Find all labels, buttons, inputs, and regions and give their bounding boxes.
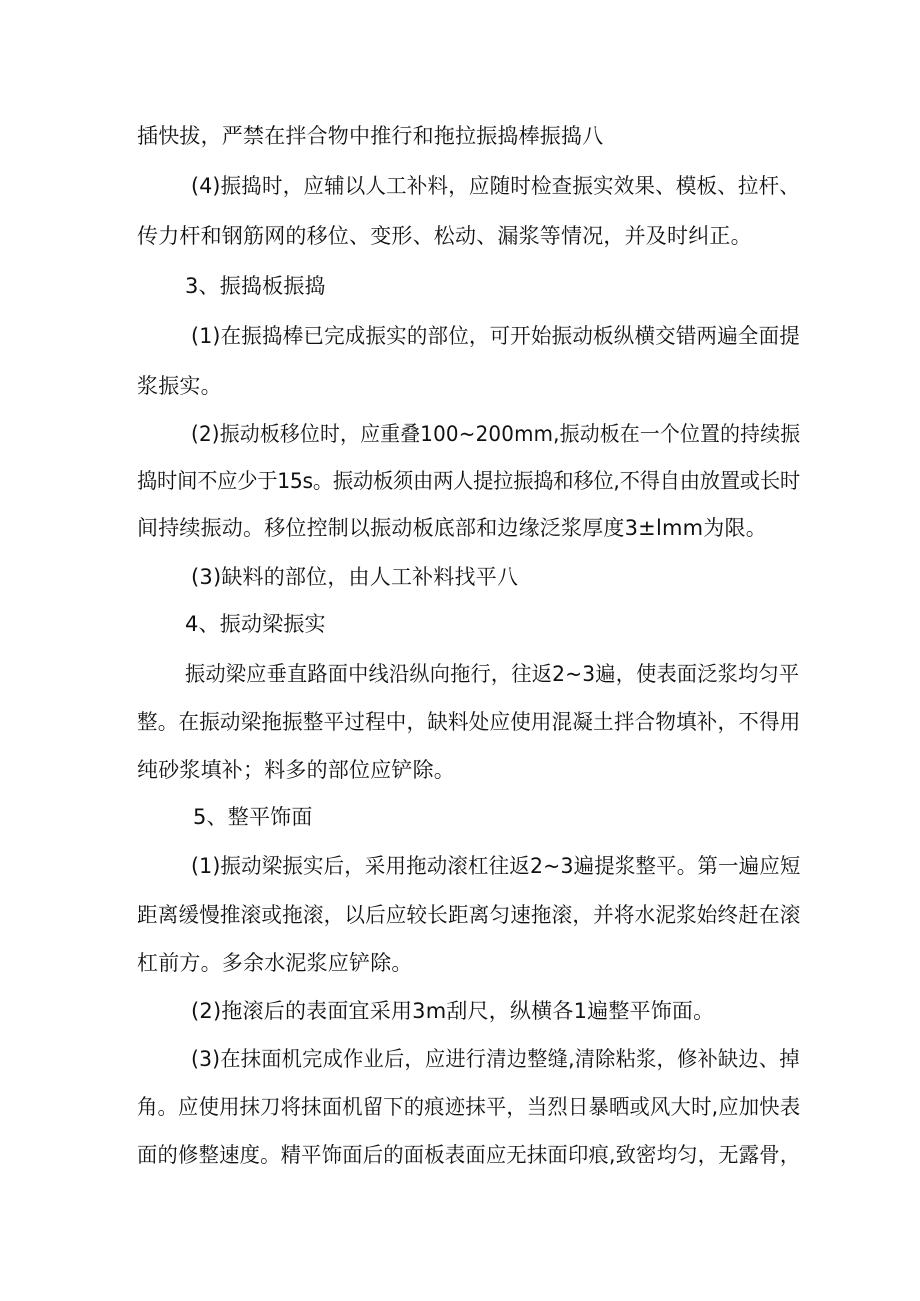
text-line: 整。在振动梁拖振整平过程中，缺料处应使用混凝土拌合物填补，不得用 (137, 710, 801, 734)
text-line: (1)振动梁振实后，采用拖动滚杠往返2~3遍提浆整平。第一遍应短 (191, 854, 801, 878)
text-line: 角。应使用抹刀将抹面机留下的痕迹抹平，当烈日暴晒或风大时,应加快表 (137, 1095, 801, 1119)
text-line: 振动梁应垂直路面中线沿纵向拖行，往返2~3遍，使表面泛浆均匀平 (185, 662, 800, 686)
section-heading: 3、振捣板振捣 (185, 274, 326, 298)
text-line: (1)在振捣棒已完成振实的部位，可开始振动板纵横交错两遍全面提 (191, 324, 800, 348)
text-line: 浆振实。 (137, 374, 222, 398)
text-line: 传力杆和钢筋网的移位、变形、松动、漏浆等情况，并及时纠正。 (137, 224, 752, 248)
text-line: 插快拔，严禁在拌合物中推行和拖拉振捣棒振捣八 (137, 124, 604, 148)
text-line: 纯砂浆填补；料多的部位应铲除。 (137, 758, 455, 782)
text-line: 杠前方。多余水泥浆应铲除。 (137, 951, 413, 975)
text-line: (3)缺料的部位，由人工补料找平八 (191, 565, 519, 589)
text-line: 捣时间不应少于15s。振动板须由两人提拉振捣和移位,不得自由放置或长时 (137, 469, 800, 493)
section-heading: 4、振动梁振实 (185, 612, 326, 636)
text-line: 面的修整速度。精平饰面后的面板表面应无抹面印痕,致密均匀，无露骨， (137, 1143, 801, 1167)
text-line: 距离缓慢推滚或拖滚，以后应较长距离匀速拖滚，并将水泥浆始终赶在滚 (137, 903, 801, 927)
text-line: (3)在抹面机完成作业后，应进行清边整缝,清除粘浆，修补缺边、掉 (191, 1047, 800, 1071)
section-heading: 5、整平饰面 (193, 805, 313, 829)
text-line: (4)振捣时，应辅以人工补料，应随时检查振实效果、模板、拉杆、 (191, 174, 800, 198)
text-line: (2)拖滚后的表面宜采用3m刮尺，纵横各1遍整平饰面。 (191, 999, 715, 1023)
text-line: 间持续振动。移位控制以振动板底部和边缘泛浆厚度3±lmm为限。 (137, 516, 767, 540)
text-line: (2)振动板移位时，应重叠100~200mm,振动板在一个位置的持续振 (191, 422, 801, 446)
